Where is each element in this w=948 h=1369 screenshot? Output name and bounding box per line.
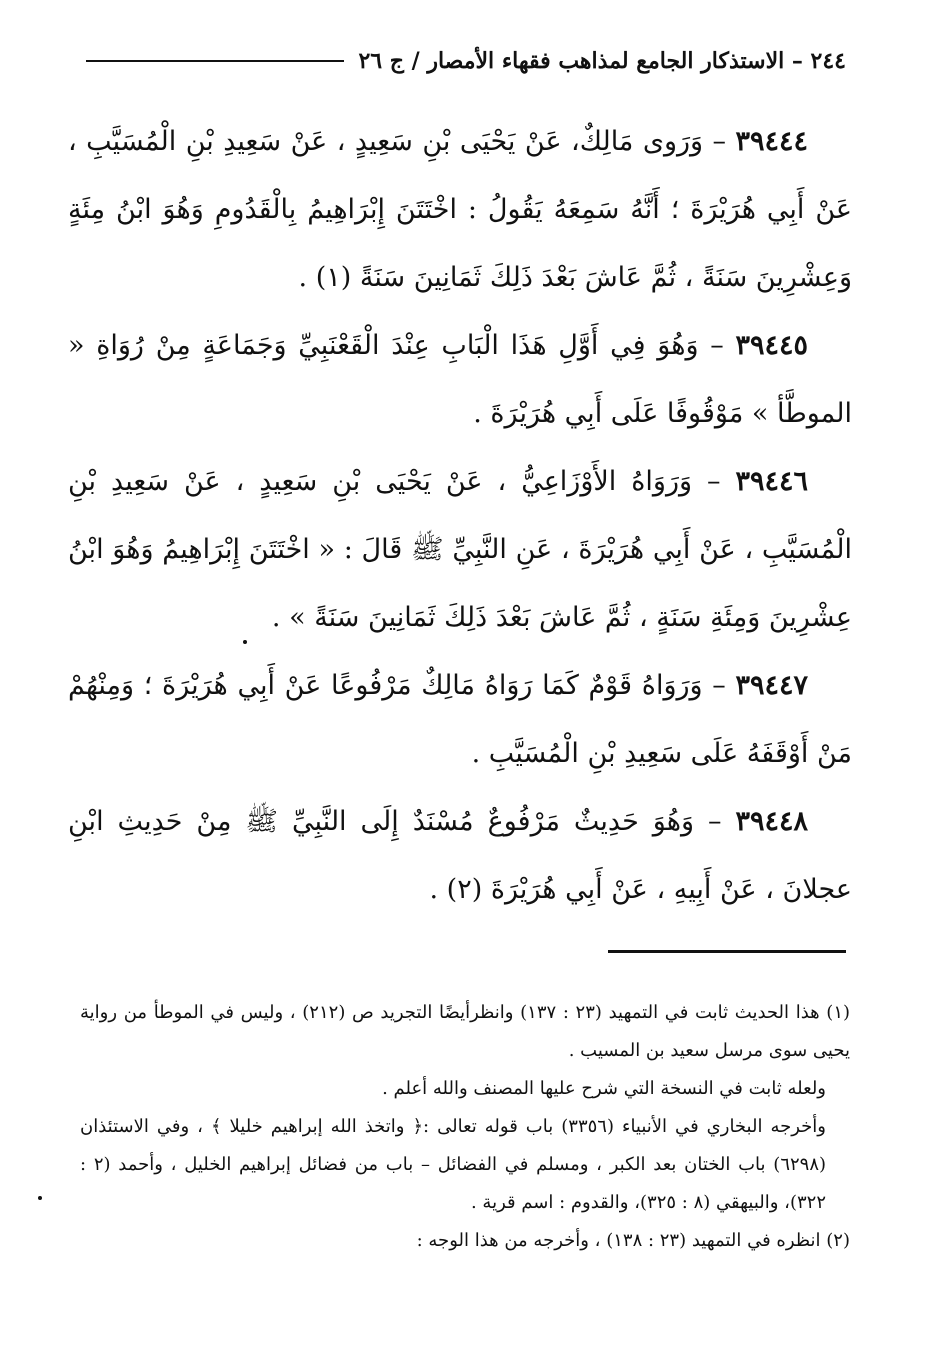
paragraph-number: ٣٩٤٤٤ [735, 126, 808, 157]
paragraph-number: ٣٩٤٤٥ [735, 330, 808, 361]
footnote-2: (٢) انظره في التمهيد (٢٣ : ١٣٨) ، وأخرجه من هذا الوجه : [416, 1230, 850, 1251]
scan-speck [38, 1196, 42, 1200]
header-rule [86, 60, 344, 62]
paragraph-39448 [68, 788, 852, 924]
paragraph-text: – وَرَوى مَالِكٌ، عَنْ يَحْيَى بْنِ سَعِيدٍ ، عَنْ سَعِيدِ بْنِ الْمُسَيَّبِ ، عَنْ أَبِي هُرَيْرَةَ ؛ أَنَّهُ سَمِعَهُ يَقُولُ : اخْتَتَنَ إِبْرَاهِيمُ بِالْقَدُومِ وَهُوَ ابْنُ مِئَةٍ وَعِشْرِينَ سَنَةً ، ثُمَّ عَاشَ بَعْدَ ذَلِكَ ثَمَانِينَ سَنَةً (١) . [68, 126, 852, 293]
paragraph-text: – وَرَوَاهُ الأَوْزَاعِيُّ ، عَنْ يَحْيَى بْنِ سَعِيدٍ ، عَنْ سَعِيدِ بْنِ الْمُسَيَّبِ ، عَنْ أَبِي هُرَيْرَةَ ، عَنِ النَّبِيِّ ﷺ قَالَ : « اخْتَتَنَ إِبْرَاهِيمُ وَهُوَ ابْنُ عِشْرِينَ وَمِئَةِ سَنَةٍ ، ثُمَّ عَاشَ بَعْدَ ذَلِكَ ثَمَانِينَ سَنَةً » . [68, 466, 852, 633]
paragraph-39445 [68, 312, 852, 448]
paragraph-number: ٣٩٤٤٧ [735, 670, 808, 701]
footnote-1-sources: وأخرجه البخاري في الأنبياء (٣٣٥٦) باب قوله تعالى :﴿ واتخذ الله إبراهيم خليلا ﴾ ، وفي الاستئذان (٦٢٩٨) باب الختان بعد الكبر ، ومسلم في الفضائل – باب من فضائل إبراهيم الخليل ، وأحمد (٢ : ٣٢٢)، والبيهقي (٨ : ٣٢٥)، والقدوم : اسم قرية . [80, 1116, 827, 1213]
footnote-separator [608, 950, 846, 953]
paragraph-number: ٣٩٤٤٦ [735, 466, 808, 497]
running-header: ٢٤٤ – الاستذكار الجامع لمذاهب فقهاء الأمصار / ج ٢٦ [358, 48, 846, 74]
footnote-1-note: ولعله ثابت في النسخة التي شرح عليها المصنف والله أعلم . [382, 1078, 826, 1099]
paragraph-text: – وَهُوَ حَدِيثٌ مَرْفُوعٌ مُسْنَدٌ إِلَى النَّبِيِّ ﷺ مِنْ حَدِيثِ ابْنِ عجلانَ ، عَنْ أَبِيهِ ، عَنْ أَبِي هُرَيْرَةَ (٢) . [68, 806, 852, 905]
paragraph-text: – وَرَوَاهُ قَوْمٌ كَمَا رَوَاهُ مَالِكٌ مَرْفُوعًا عَنْ أَبِي هُرَيْرَةَ ؛ وَمِنْهُمْ مَنْ أَوْقَفَهُ عَلَى سَعِيدِ بْنِ الْمُسَيَّبِ . [68, 670, 852, 769]
paragraph-number: ٣٩٤٤٨ [735, 806, 808, 837]
page-header [86, 36, 846, 86]
footnotes [80, 994, 850, 1260]
paragraph-39444 [68, 108, 852, 312]
paragraph-text: – وَهُوَ فِي أَوَّلِ هَذَا الْبَابِ عِنْدَ الْقَعْنَبِيِّ وَجَمَاعَةٍ مِنْ رُوَاةِ « الموطَّأ » مَوْقُوفًا عَلَى أَبِي هُرَيْرَةَ . [68, 330, 852, 429]
scan-speck [243, 640, 247, 644]
main-text [68, 108, 852, 924]
paragraph-39447 [68, 652, 852, 788]
footnote-1: (١) هذا الحديث ثابت في التمهيد (٢٣ : ١٣٧) وانظرأيضًا التجريد ص (٢١٢) ، وليس في الموطأ من رواية يحيى سوى مرسل سعيد بن المسيب . [80, 1002, 851, 1061]
paragraph-39446 [68, 448, 852, 652]
